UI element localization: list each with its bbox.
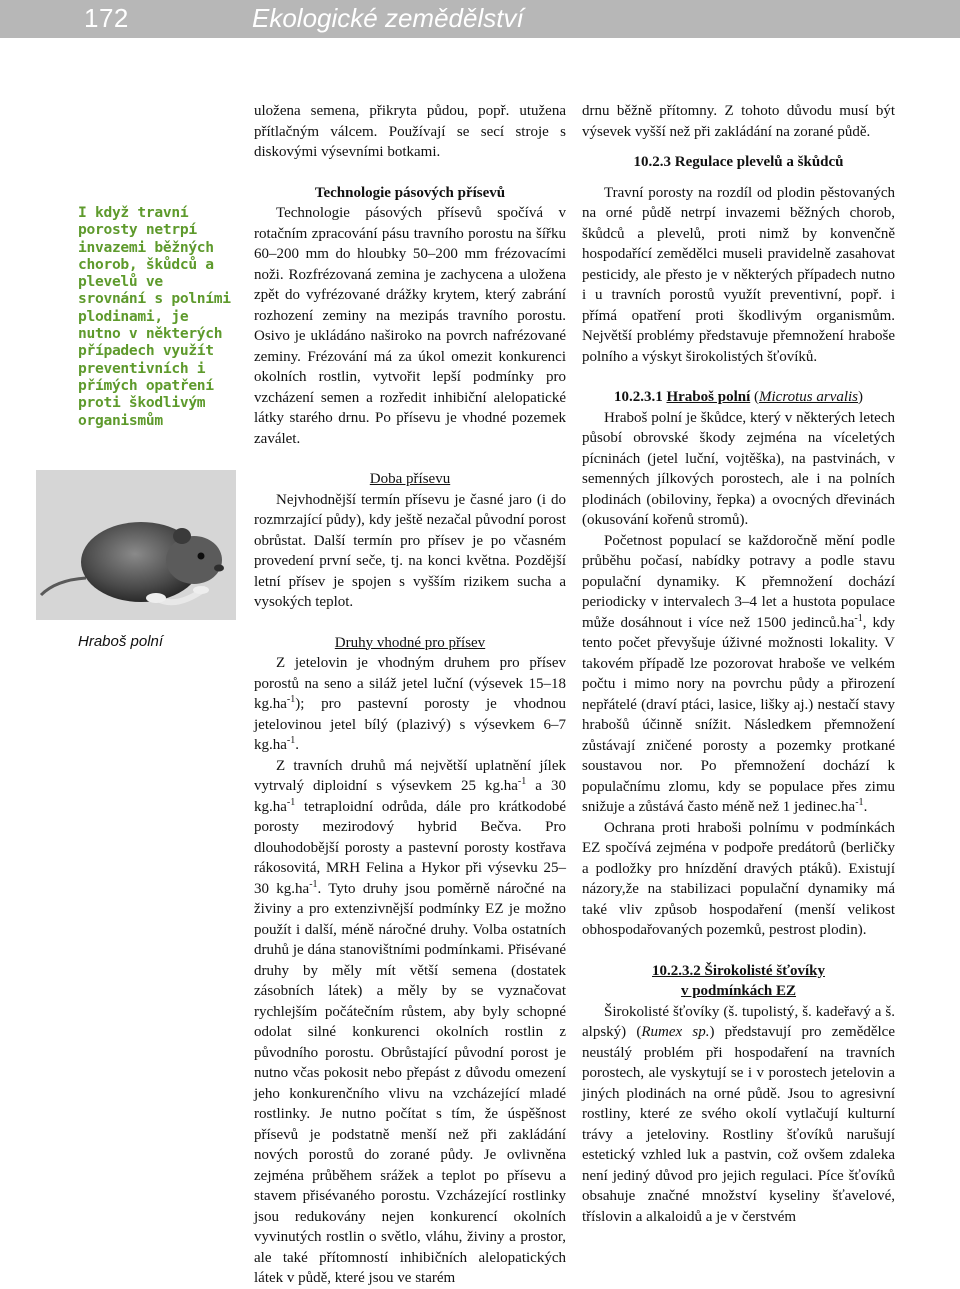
- vole-illustration: [36, 470, 236, 620]
- paragraph: Širokolisté šťovíky (š. tupolistý, š. kadeřavý a š. alpský) (Rumex sp.) představují pro zemědělce neustálý problém při hospodaření na travních porostech, ale vyskytují se i v porostech jetelovin a jiných plodinách na orné půdě. Jsou to agresivní rostliny, které ze svého okolí vytlačují kulturní trávy a jeteloviny. Rostliny šťovíků narušují estetický vzhled luk a pastvin, což ovšem zdaleka není jediný důvod pro jejich regulaci. Píce šťovíků obsahuje značné množství kyseliny šťavelové, tříslovin a alkaloidů a je v čerstvém: [582, 1003, 895, 1225]
- page-number: 172: [84, 3, 129, 33]
- paragraph: Hraboš polní je škůdce, který v některých letech působí obrovské škody zejména na víceletých pícninách (jetel luční, vojtěška), na pastvinách, v semenných jílkových porostech, ale i na polních plodinách (obiloviny, řepka) a ovocných dřevinách (okusování kořenů stromů).: [582, 409, 895, 528]
- paragraph: Nejvhodnější termín přísevu je časné jaro (i do rozmrzající půdy), kdy ještě nezačal původní porost obrůstat. Další termín pro přísev je po včasném provedení první seče, tj. na konci května. Pozdější letní přísev je spojen s vyšším rizikem sucha a vysokých teplot.: [254, 491, 566, 610]
- paragraph: Ochrana proti hraboši polnímu v podmínkách EZ spočívá zejména v podpoře predátorů (berličky a podložky pro hnízdění dravých ptáků). Existují názory,že na stabilizaci populační dynamiky má také vliv způsob hospodaření (menší velikost obhospodařovaných pozemků, pestrost plodin).: [582, 819, 895, 938]
- paragraph: Z jetelovin je vhodným druhem pro přísev porostů na seno a siláž jetel luční (výsevek 15–18 $kg.ha^{-1}$); pro pastevní porosty je vhodnou jetelovinou jetel bílý (plazivý) s výsevkem 6–7 $kg.ha^{-1}$.: [254, 655, 566, 753]
- paragraph: Z travních druhů má největší uplatnění jílek vytrvalý diploidní s výsevkem 25 $kg.ha^{-1}$ a 30 $kg.ha^{-1}$ tetraploidní odrůda, dále pro krátkodobé porosty mezirodový hybrid Bečva. Pro dlouhodobější porosty a pastevní porosty kostřava rákosovitá, MRH Felina a Hykor při výsevku 25–30 $kg.ha^{-1}$. Tyto druhy jsou poměrně náročné na živiny a pro extenzivnější podmínky EZ je možno použít i další, méně náročné druhy. Volba ostatních druhů je dána stanovištními podmínkami. Přisévané druhy by měly mít větší semena (dostatek zásobních látek) a měly by se vyznačovat rychlejším počátečním růstem, aby byly schopné odolat silné konkurenci okolních rostlin z původního porostu. Obrůstající původní porost je nutno včas pokosit nebo přepást z důvodu omezení jeho konkurenčního vlivu na vzcházející mladé rostlinky. Je nutno počítat s tím, že úspěšnost přísevů je podstatně menší než při zakládání nových porostů do zorané půdy. Je ovlivněna zejména průběhem srážek a teplot po přísevu a stavem přisévaného porostu. Vzcházející rostlinky jsou redukovány nejen konkurencí okolních vyvinutých rostlin o světlo, vláhu, živiny a prostor, ale také přítomností inhibičních alelopatických látek v půdě, které jsou ve starém: [254, 757, 566, 1286]
- heading-doba-prisevu: Doba přísevu: [369, 471, 451, 487]
- photo-caption: Hraboš polní: [78, 633, 164, 650]
- paragraph: Početnost populací se každoročně mění podle průběhu počasí, nabídky potravy a podle stavu populační dynamiky. K přemnožení dochází periodicky v intervalech 3–4 let a hustota populace může dosáhnout i více než 1500 $jedinců.ha^{-1}$, kdy tento počet převyšuje úživné možnosti lokality. V takovém případě lze pozorovat hraboše ve velkém počtu i mimo nory na povrchu půdy a přirození nepřátelé (draví ptáci, lasice, lišky aj.) nestačí stavy hrabošů účinně snížit. Následkem přemnožení zůstávají zničené porosty a pozemky protkané soustavou nor. Po přemnožení dochází k populačnímu zlomu, kdy se populace přes zimu snižuje a zůstává často méně než 1 $jedinec.ha^{-1}$.: [582, 532, 896, 815]
- middle-column: [254, 101, 566, 1289]
- vole-photo: [36, 470, 236, 620]
- paragraph: Travní porosty na rozdíl od plodin pěstovaných na orné půdě netrpí invazemi běžných chorob, škůdců a plevelů, proti nimž by konvenčně hospodařící zemědělci museli pravidelně zasahovat pesticidy, ale přesto je v některých případech nutno i u travních porostů využít preventivní, popř. i přímá opatření proti škodlivým organismům. Největší problémy představuje přemnožení hraboše polního a výskyt širokolistých šťovíků.: [582, 184, 895, 365]
- heading-hrabos: 10.2.3.1 Hraboš polní (Microtus arvalis): [613, 389, 864, 405]
- heading-stoviky: 10.2.3.2 Širokolisté šťovíky v podmínkách EZ: [652, 962, 825, 999]
- right-column: [582, 101, 895, 1227]
- page-header: [0, 0, 960, 38]
- heading-technologie: Technologie pásových přísevů: [314, 184, 506, 201]
- paragraph: drnu běžně přítomny. Z tohoto důvodu musí být výsevek vyšší než při zakládání na zorané půdě.: [582, 103, 895, 140]
- paragraph: Technologie pásových přísevů spočívá v rotačním zpracování pásu travního porostu na šířku 60–200 mm do hloubky 50–200 mm frézovacími noži. Rozfrézovaná zemina je zachycena a uložena zpět do vyfrézované drážky krytem, který zabrání rozhození zeminy na mezipás travního porostu. Osivo je ukládáno naširoko na povrch nafrézované zeminy. Frézování má za úkol omezit konkurenci okolních rostlin, vytvořit lepší podmínky pro vzcházení semen a rozředit inhibiční alelopatické látky starého drnu. Po přísevu je vhodné pozemek zaválet.: [254, 205, 566, 447]
- section-title: Ekologické zemědělství: [252, 3, 524, 33]
- sidebar-pull-quote: I když travní porosty netrpí invazemi běžných chorob, škůdců a plevelů ve srovnání s polními plodinami, je nutno v některých případech využít preventivních i přímých opatření proti škodlivým organismům: [78, 204, 231, 429]
- heading-regulace: 10.2.3 Regulace plevelů a škůdců: [633, 154, 844, 170]
- paragraph: uložena semena, přikryta půdou, popř. utužena přítlačným válcem. Používají se secí stroje s diskovými výsevními botkami.: [254, 103, 566, 160]
- heading-druhy: Druhy vhodné pro přísev: [334, 634, 486, 651]
